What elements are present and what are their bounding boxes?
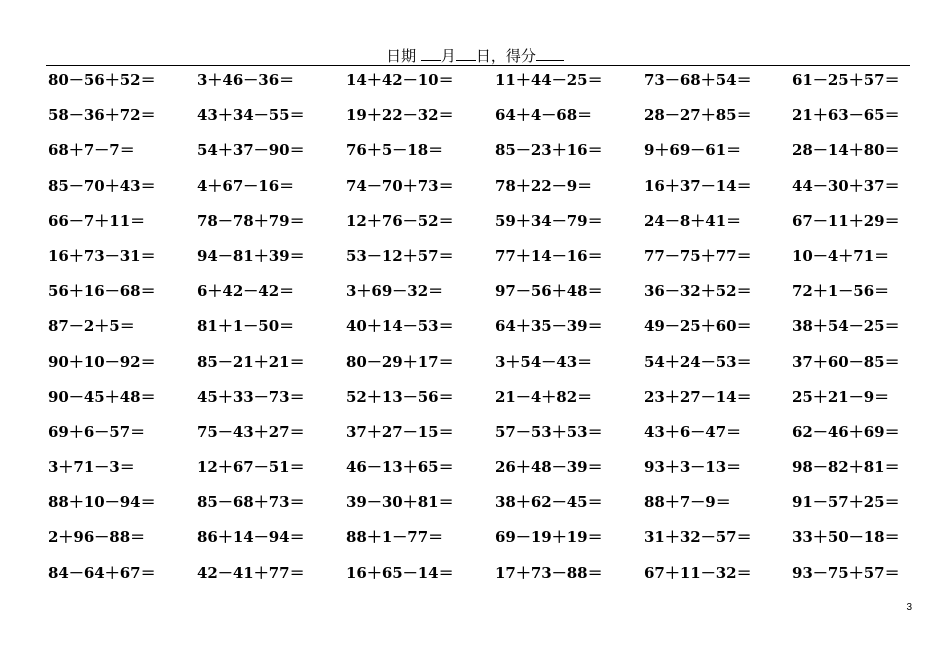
math-problem: 39－30＋81＝ xyxy=(346,493,454,512)
math-problem: 69＋6－57＝ xyxy=(48,422,146,441)
math-problem: 88＋7－9＝ xyxy=(644,493,731,512)
math-problem: 19＋22－32＝ xyxy=(346,106,454,125)
math-problem: 85－68＋73＝ xyxy=(197,493,305,512)
math-problem: 66－7＋11＝ xyxy=(48,211,146,230)
math-problem: 90－45＋48＝ xyxy=(48,387,156,406)
math-problem: 86＋14－94＝ xyxy=(197,528,305,547)
math-problem: 6＋42－42＝ xyxy=(197,282,295,301)
problem-row xyxy=(48,105,938,140)
math-problem: 59＋34－79＝ xyxy=(495,211,603,230)
math-problem: 69－19＋19＝ xyxy=(495,528,603,547)
math-problem: 93＋3－13＝ xyxy=(644,458,742,477)
problem-row xyxy=(48,422,938,457)
math-problem: 14＋42－10＝ xyxy=(346,71,454,89)
math-problem: 85－21＋21＝ xyxy=(197,352,305,371)
math-problem: 4＋67－16＝ xyxy=(197,176,295,195)
math-problem: 26＋48－39＝ xyxy=(495,458,603,477)
math-problem: 45＋33－73＝ xyxy=(197,387,305,406)
math-problem: 64＋4－68＝ xyxy=(495,106,593,125)
math-problem: 58－36＋72＝ xyxy=(48,106,156,125)
math-problem: 68＋7－7＝ xyxy=(48,141,135,160)
day-blank xyxy=(456,46,476,61)
math-problem: 31＋32－57＝ xyxy=(644,528,752,547)
math-problem: 33＋50－18＝ xyxy=(792,528,900,547)
math-problem: 43＋6－47＝ xyxy=(644,422,742,441)
math-problem: 88＋10－94＝ xyxy=(48,493,156,512)
math-problem: 77＋14－16＝ xyxy=(495,246,603,265)
math-problem: 12＋76－52＝ xyxy=(346,211,454,230)
problem-row xyxy=(48,246,938,281)
math-problem: 43＋34－55＝ xyxy=(197,106,305,125)
math-problem: 75－43＋27＝ xyxy=(197,422,305,441)
math-problem: 81＋1－50＝ xyxy=(197,317,295,336)
math-problem: 72＋1－56＝ xyxy=(792,282,890,301)
math-problem: 21＋63－65＝ xyxy=(792,106,900,125)
problem-row xyxy=(48,387,938,422)
math-problem: 53－12＋57＝ xyxy=(346,246,454,265)
date-label: 日期 xyxy=(386,47,417,65)
math-problem: 3＋46－36＝ xyxy=(197,71,295,89)
math-problem: 77－75＋77＝ xyxy=(644,246,752,265)
month-blank xyxy=(421,46,441,61)
math-problem: 64＋35－39＝ xyxy=(495,317,603,336)
math-problem: 80－29＋17＝ xyxy=(346,352,454,371)
math-problem: 24－8＋41＝ xyxy=(644,211,742,230)
problem-grid xyxy=(48,70,938,598)
math-problem: 56＋16－68＝ xyxy=(48,282,156,301)
math-problem: 88＋1－77＝ xyxy=(346,528,444,547)
math-problem: 23＋27－14＝ xyxy=(644,387,752,406)
math-problem: 93－75＋57＝ xyxy=(792,563,900,582)
math-problem: 54＋24－53＝ xyxy=(644,352,752,371)
math-problem: 85－23＋16＝ xyxy=(495,141,603,160)
problem-row xyxy=(48,457,938,492)
math-problem: 78＋22－9＝ xyxy=(495,176,593,195)
math-problem: 12＋67－51＝ xyxy=(197,458,305,477)
math-problem: 46－13＋65＝ xyxy=(346,458,454,477)
problem-row xyxy=(48,352,938,387)
math-problem: 10－4＋71＝ xyxy=(792,246,890,265)
math-problem: 9＋69－61＝ xyxy=(644,141,742,160)
math-problem: 2＋96－88＝ xyxy=(48,528,146,547)
math-problem: 52＋13－56＝ xyxy=(346,387,454,406)
math-problem: 44－30＋37＝ xyxy=(792,176,900,195)
math-problem: 17＋73－88＝ xyxy=(495,563,603,582)
math-problem: 3＋69－32＝ xyxy=(346,282,444,301)
worksheet-header xyxy=(0,46,950,65)
math-problem: 97－56＋48＝ xyxy=(495,282,603,301)
math-problem: 62－46＋69＝ xyxy=(792,422,900,441)
math-problem: 84－64＋67＝ xyxy=(48,563,156,582)
math-problem: 3＋71－3＝ xyxy=(48,458,135,477)
problem-row xyxy=(48,70,938,105)
math-problem: 74－70＋73＝ xyxy=(346,176,454,195)
math-problem: 49－25＋60＝ xyxy=(644,317,752,336)
math-problem: 80－56＋52＝ xyxy=(48,71,156,89)
math-problem: 94－81＋39＝ xyxy=(197,246,305,265)
math-problem: 11＋44－25＝ xyxy=(495,71,603,89)
math-problem: 25＋21－9＝ xyxy=(792,387,890,406)
problem-row xyxy=(48,176,938,211)
math-problem: 42－41＋77＝ xyxy=(197,563,305,582)
math-problem: 16＋65－14＝ xyxy=(346,563,454,582)
math-problem: 90＋10－92＝ xyxy=(48,352,156,371)
problem-row xyxy=(48,527,938,562)
math-problem: 16＋37－14＝ xyxy=(644,176,752,195)
problem-row xyxy=(48,140,938,175)
problem-row xyxy=(48,492,938,527)
math-problem: 85－70＋43＝ xyxy=(48,176,156,195)
math-problem: 54＋37－90＝ xyxy=(197,141,305,160)
math-problem: 16＋73－31＝ xyxy=(48,246,156,265)
math-problem: 78－78＋79＝ xyxy=(197,211,305,230)
math-problem: 57－53＋53＝ xyxy=(495,422,603,441)
score-blank xyxy=(536,46,564,61)
math-problem: 91－57＋25＝ xyxy=(792,493,900,512)
math-problem: 67＋11－32＝ xyxy=(644,563,752,582)
math-problem: 87－2＋5＝ xyxy=(48,317,135,336)
month-label: 月 xyxy=(440,47,456,65)
math-problem: 76＋5－18＝ xyxy=(346,141,444,160)
math-problem: 67－11＋29＝ xyxy=(792,211,900,230)
math-problem: 73－68＋54＝ xyxy=(644,71,752,89)
problem-row xyxy=(48,281,938,316)
math-problem: 37＋60－85＝ xyxy=(792,352,900,371)
math-problem: 36－32＋52＝ xyxy=(644,282,752,301)
math-problem: 40＋14－53＝ xyxy=(346,317,454,336)
math-problem: 28－27＋85＝ xyxy=(644,106,752,125)
math-problem: 28－14＋80＝ xyxy=(792,141,900,160)
page-number: 3 xyxy=(906,602,912,613)
problem-row xyxy=(48,211,938,246)
math-problem: 98－82＋81＝ xyxy=(792,458,900,477)
day-score-label: 日，得分 xyxy=(475,47,536,65)
header-divider xyxy=(46,65,910,66)
math-problem: 21－4＋82＝ xyxy=(495,387,593,406)
math-problem: 3＋54－43＝ xyxy=(495,352,593,371)
math-problem: 37＋27－15＝ xyxy=(346,422,454,441)
problem-row xyxy=(48,316,938,351)
math-problem: 38＋54－25＝ xyxy=(792,317,900,336)
math-problem: 38＋62－45＝ xyxy=(495,493,603,512)
problem-row xyxy=(48,563,938,598)
math-problem: 61－25＋57＝ xyxy=(792,71,900,89)
